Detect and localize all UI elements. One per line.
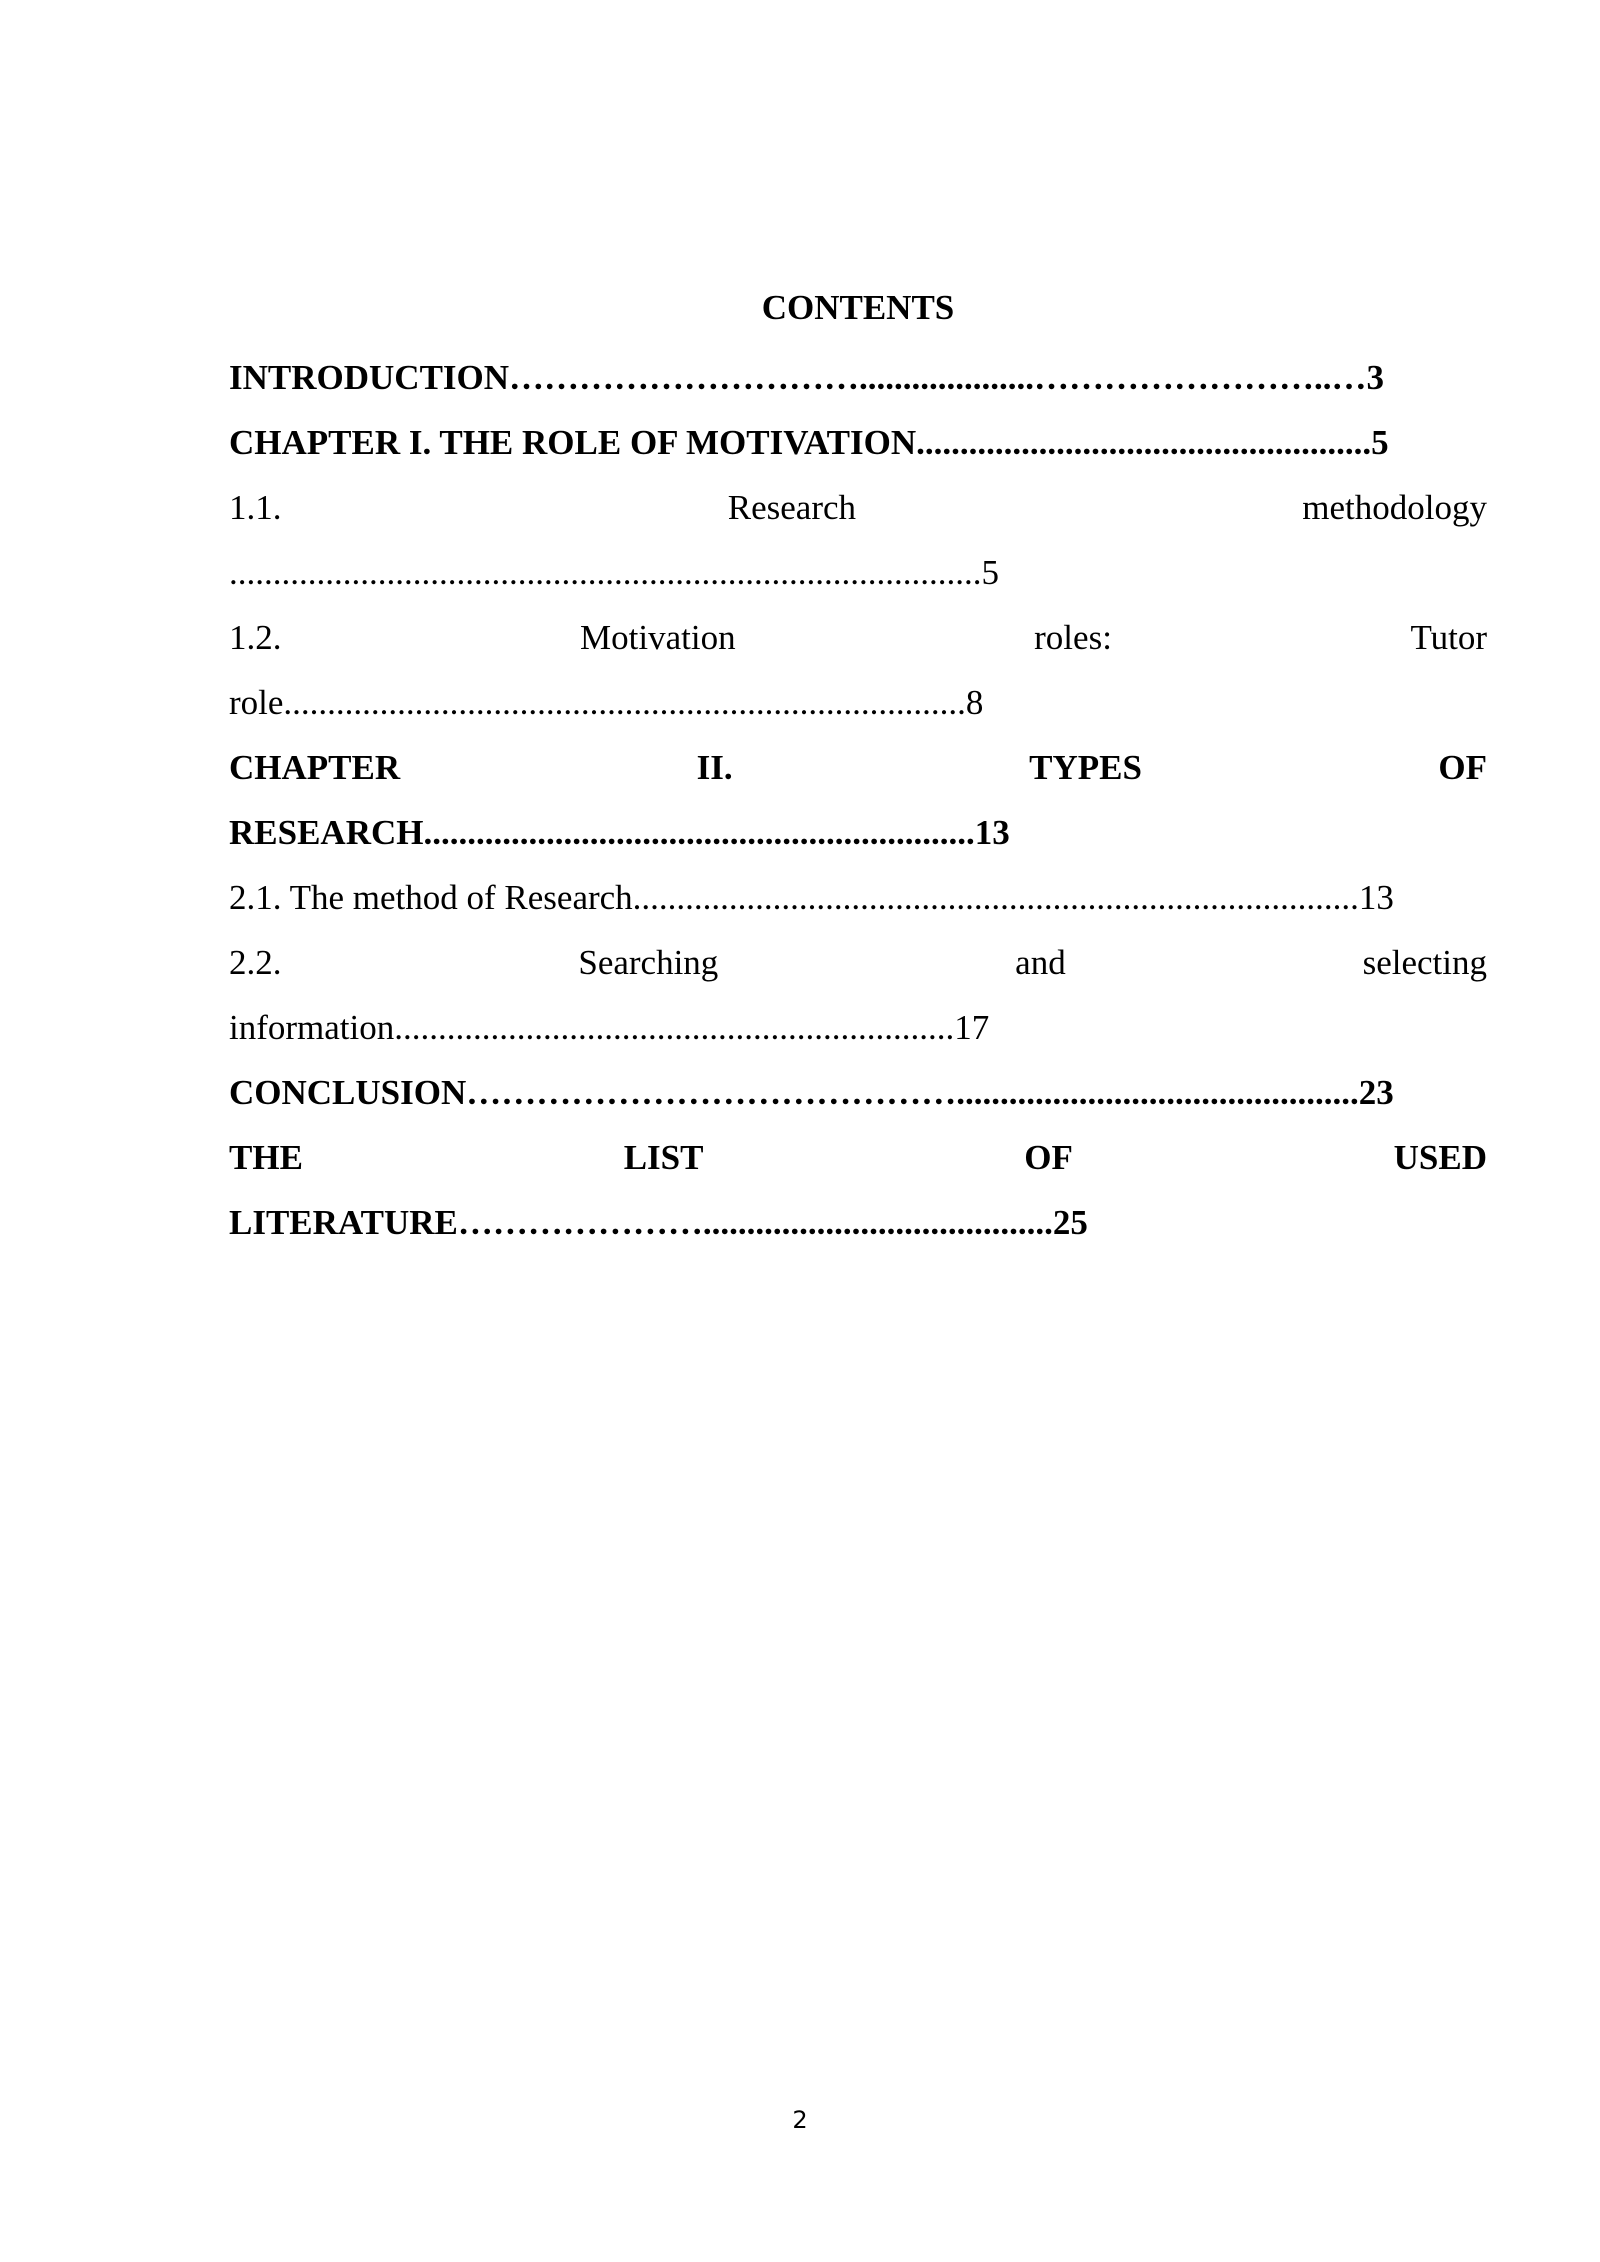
toc-entry-1-1-leader: ......................................................................................5 bbox=[229, 553, 999, 592]
toc-word: roles: bbox=[1034, 618, 1112, 657]
toc-entry-literature bbox=[229, 1125, 1487, 1190]
toc-word: TYPES bbox=[1029, 748, 1142, 787]
toc-entry-2-1: 2.1. The method of Research...................................................................................13 bbox=[229, 878, 1394, 917]
toc-word: LIST bbox=[623, 1138, 704, 1177]
toc-entry-literature-leader: LITERATURE…………………........................................25 bbox=[229, 1203, 1088, 1242]
toc-entry-chapter-2 bbox=[229, 735, 1487, 800]
page-number: 2 bbox=[792, 2106, 808, 2134]
toc-word: Tutor bbox=[1410, 618, 1487, 657]
toc-word: Motivation bbox=[580, 618, 736, 657]
toc-word: 1.1. bbox=[229, 488, 282, 527]
toc-word: OF bbox=[1438, 748, 1487, 787]
toc-word: 2.2. bbox=[229, 943, 282, 982]
toc-word: II. bbox=[696, 748, 733, 787]
toc-word: THE bbox=[229, 1138, 303, 1177]
contents-heading: CONTENTS bbox=[761, 288, 955, 327]
toc-entry-1-2-leader: role..............................................................................8 bbox=[229, 683, 984, 722]
toc-word: and bbox=[1015, 943, 1066, 982]
toc-entry-1-2 bbox=[229, 605, 1487, 670]
toc-word: CHAPTER bbox=[229, 748, 401, 787]
toc-word: OF bbox=[1024, 1138, 1073, 1177]
toc-word: USED bbox=[1393, 1138, 1487, 1177]
toc-entry-chapter-2-leader: RESEARCH...............................................................13 bbox=[229, 813, 1010, 852]
toc-word: Searching bbox=[578, 943, 719, 982]
toc-entry-2-2-leader: information................................................................17 bbox=[229, 1008, 990, 1047]
toc-entry-1-1 bbox=[229, 475, 1487, 540]
toc-entry-2-2 bbox=[229, 930, 1487, 995]
table-of-contents bbox=[229, 280, 1487, 1255]
toc-entry-conclusion: CONCLUSION……………………………………..............................................23 bbox=[229, 1073, 1394, 1112]
toc-word: selecting bbox=[1362, 943, 1487, 982]
toc-word: Research bbox=[727, 488, 857, 527]
toc-entry-introduction: INTRODUCTION…………………………....................……………………..…3 bbox=[229, 358, 1385, 397]
toc-entry-chapter-1: CHAPTER I. THE ROLE OF MOTIVATION....................................................5 bbox=[229, 423, 1389, 462]
toc-word: methodology bbox=[1302, 488, 1487, 527]
toc-word: 1.2. bbox=[229, 618, 282, 657]
